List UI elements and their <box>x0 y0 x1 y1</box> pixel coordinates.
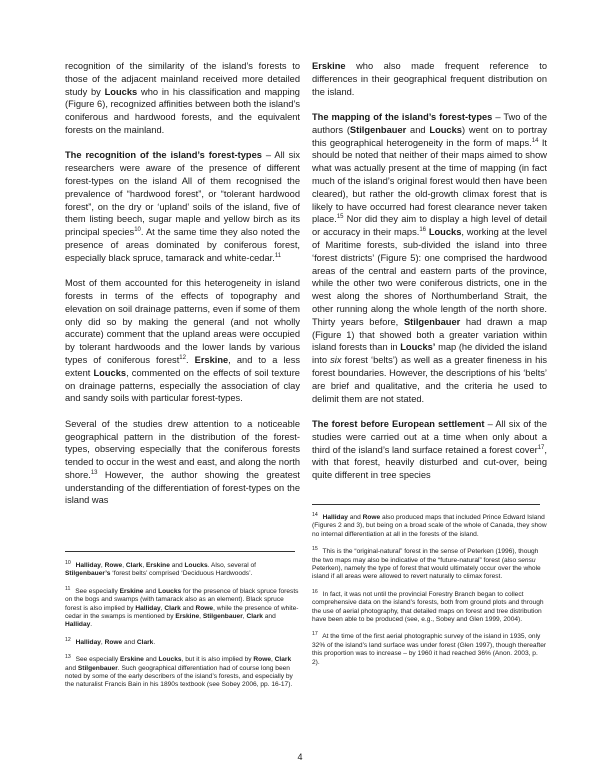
footnote: $^{14}$ Halliday and Rowe also produced maps that included Prince Edward Island (Figures 2 and 3), but being on a broad scale of the whole of Canada, they show no internal differentiation at all in the forests of the island. <box>312 511 547 538</box>
footnote-ref: 11 <box>274 252 282 259</box>
footnote-number: 14 <box>312 511 318 518</box>
footnotes-left <box>65 559 300 699</box>
footnote-number: 10 <box>65 559 71 566</box>
author-name: Stilgenbauer <box>349 124 407 135</box>
paragraph: Erskine who also made frequent reference to differences in their geographical frequent distribution on the island. <box>312 61 547 97</box>
footnote-number: 15 <box>312 546 318 553</box>
author-name: Loucks’ <box>400 342 436 353</box>
footnote-ref: 17 <box>537 444 545 451</box>
paragraph: recognition of the similarity of the island’s forests to those of the adjacent mainland received more detailed study by Loucks who in his classification and mapping (Figure 6), recognized affinities between both the island’s coniferous and hardwood forests, and the equivalent forests on the mainland. <box>65 61 300 135</box>
footnote: $^{13}$ See especially Erskine and Loucks, but it is also implied by Rowe, Clark and Stilgenbauer. Such geographical differentiation had of course long been noted by some of the early describers of the island’s forests, and especially by the naturalist Francis Bain in his 1890s textbook (see Sobey 2006, pp. 16-17). <box>65 654 293 689</box>
footnote-number: 11 <box>65 585 71 592</box>
right-column <box>312 60 547 494</box>
footnote: $^{10}$ Halliday, Rowe, Clark, Erskine and Loucks. Also, several of Stilgenbauer’s ‘forest belts’ comprised ‘Deciduous Hardwoods’. <box>65 559 257 578</box>
author-name: Loucks <box>93 367 127 378</box>
footnote-ref: 13 <box>90 469 98 476</box>
paragraph: The mapping of the island’s forest-types – Two of the authors (Stilgenbauer and Loucks) went on to portray this geographical heterogeneity in the form of maps.$^{14}$ It should be noted that neither of their maps aimed to show what was actually present at the time of mapping (in fact much of the island’s original forest would then have been cleared), but rather the old-growth climax forest that is likely to have occurred had forest clearance never taken place.$^{15}$ Nor did they aim to display a high level of detail or accuracy in their maps.$^{16}$ Loucks, working at the level of Maritime forests, sub-divided the island into three ‘forest districts’ (Figure 5): one comprised the hardwood areas of the central and eastern parts of the province, while the other two were coniferous districts, one in the west along the shores of Northumberland Strait, the other running along the whole length of the north shore. Thirty years before, Stilgenbauer had drawn a map (Figure 1) that showed both a greater variation within island forests than in Loucks’ map (he divided the island into six forest ‘belts’) as well as a greater fineness in his forest boundaries. However, the descriptions of his ‘belts’ are brief and qualitative, and the criteria he used to delimit them are not stated. <box>312 111 548 404</box>
author-name: Loucks <box>104 86 138 97</box>
page-number: 4 <box>297 752 303 762</box>
footnote-divider <box>65 551 295 552</box>
footnote: $^{11}$ See especially Erskine and Loucks for the presence of black spruce forests on the bogs and swamps (with tamarack also as an element). Black spruce forest is also implied by Halliday, Clark and Rowe, while the presence of white-cedar in the swamps is mentioned by Erskine, Stilgenbauer, Clark and Halliday. <box>65 585 299 629</box>
left-column <box>65 60 300 520</box>
emphasis: six <box>330 355 342 366</box>
author-name: Loucks <box>428 227 462 238</box>
footnote-number: 16 <box>312 588 318 595</box>
paragraph: Most of them accounted for this heterogeneity in island forests in terms of the effects of topography and elevation on soil drainage patterns, even if some of them only did so by making the general (and not wholly accurate) comment that the upland areas were occupied by tolerant hardwoods and the lower lands by various types of coniferous forest$^{12}$. Erskine, and to a less extent Loucks, commented on the effects of soil texture on drainage patterns, especially the association of clay and sandy soils with particular forest-types. <box>65 278 300 404</box>
footnote: $^{12}$ Halliday, Rowe and Clark. <box>65 636 156 646</box>
footnote-ref: 10 <box>134 227 141 234</box>
footnote-number: 17 <box>312 631 318 638</box>
footnote-number: 12 <box>65 636 71 643</box>
author-name: Loucks <box>429 124 462 135</box>
footnote-ref: 16 <box>419 227 426 234</box>
footnote: $^{15}$ This is the “original-natural” forest in the sense of Peterken (1996), though the two maps may also be indicative of the “future-natural” forest (also sensu Peterken), namely the type of forest that would ultimately occur over the whole island if all areas were allowed to revert naturally to climax forest. <box>312 546 541 581</box>
footnote-ref: 15 <box>336 214 344 221</box>
author-name: Erskine <box>312 61 346 71</box>
footnote-number: 13 <box>65 654 71 661</box>
author-name: Erskine <box>194 354 229 365</box>
footnote-ref: 12 <box>179 354 186 361</box>
footnote: $^{17}$ At the time of the first aerial photographic survey of the island in 1935, only 32% of the island’s land surface was under forest (Glen 1997), though thereafter this proportion was to increase – by 1960 it had reached 36% (Anon. 2003, p. 2). <box>312 631 547 666</box>
author-name: Stilgenbauer <box>403 316 461 327</box>
paragraph: The recognition of the island’s forest-types – All six researchers were aware of the presence of different forest-types on the island All of them recognised the prevalence of “hardwood forest”, or “tolerant hardwood forest”, on the dry or ‘upland’ soils of the island, five of them listing beech, sugar maple and yellow birch as its principal species$^{10}$. At the same time they also noted the presence of areas dominated by coniferous forest, especially black spruce, tamarack and white-cedar.$^{11}$ <box>65 150 300 263</box>
footnote-divider <box>312 504 540 505</box>
footnote: $^{16}$ In fact, it was not until the provincial Forestry Branch began to collect comprehensive data on the island’s forests, both from ground plots and through the use of aerial photography, that detailed maps on forest and tree distribution have been able to be produced (see, e.g., Sobey and Glen 1999, 2004). <box>312 588 544 624</box>
footnotes-right <box>312 511 547 676</box>
section-heading: The mapping of the island’s forest-types <box>312 111 493 122</box>
footnote-ref: 14 <box>531 137 539 144</box>
paragraph: Several of the studies drew attention to a noticeable geographical pattern in the distribution of the forest-types, observing especially that the coniferous forests tended to occur in the west and east, and along the north shore.$^{13}$ However, the author showing the greatest understanding of the differentiation of forest-types on the island was <box>65 418 300 506</box>
paragraph: The forest before European settlement – All six of the studies were carried out at a time when only about a third of the island’s land surface retained a forest cover$^{17}$, with that forest, heavily disturbed and cut-over, being quite different in tree species <box>312 418 547 481</box>
section-heading: The forest before European settlement <box>312 418 485 429</box>
section-heading: The recognition of the island’s forest-types <box>65 150 262 161</box>
